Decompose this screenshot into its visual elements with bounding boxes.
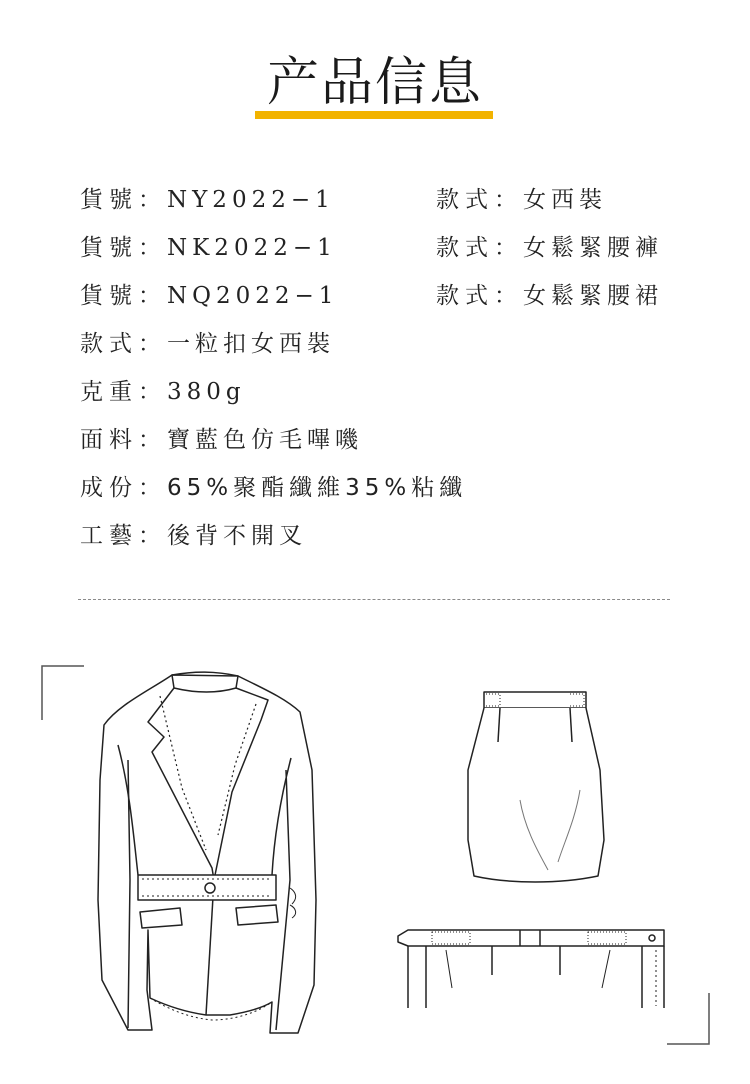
spec-value: 一粒扣女西裝 [167, 331, 335, 357]
spec-value: 寶藍色仿毛嗶嘰 [167, 427, 363, 453]
spec-row-composition [80, 473, 467, 503]
dashed-divider [78, 599, 670, 600]
spec-row-craft [80, 521, 307, 551]
jacket-sketch [98, 672, 316, 1033]
spec-row-weight [80, 377, 246, 407]
spec-label: 面料： [80, 427, 167, 453]
spec-value: 女西裝 [523, 187, 607, 213]
spec-label: 貨號： [80, 283, 167, 309]
spec-value: NK2022−1 [167, 235, 337, 261]
spec-label: 款式： [80, 331, 167, 357]
spec-label: 克重： [80, 379, 167, 405]
page-title: 产品信息 [266, 53, 483, 113]
skirt-sketch [468, 692, 604, 882]
spec-value: 65%聚酯纖維35%粘纖 [167, 475, 468, 501]
spec-row-item-no-1 [80, 185, 335, 215]
title-block [0, 52, 750, 122]
corner-bracket-bottom-right [667, 993, 709, 1044]
spec-label: 款式： [436, 235, 523, 261]
spec-label: 成份： [80, 475, 167, 501]
jacket-button [205, 883, 215, 893]
garment-sketches [0, 640, 750, 1084]
spec-row-fabric [80, 425, 363, 455]
spec-row-item-no-2 [80, 233, 337, 263]
spec-row-item-no-3 [80, 281, 338, 311]
spec-value: 女鬆緊腰裙 [523, 283, 663, 309]
spec-label: 貨號： [80, 235, 167, 261]
spec-row-style-skirt [436, 281, 663, 311]
spec-label: 工藝： [80, 523, 167, 549]
spec-label: 款式： [436, 283, 523, 309]
spec-label: 貨號： [80, 187, 167, 213]
spec-value: 後背不開叉 [167, 523, 307, 549]
spec-value: NY2022−1 [167, 187, 335, 213]
spec-value: NQ2022−1 [167, 283, 339, 309]
spec-row-style-pants [436, 233, 663, 263]
spec-value: 380g [167, 379, 246, 405]
spec-row-style-jacket [436, 185, 607, 215]
spec-row-style [80, 329, 335, 359]
pants-waistband-sketch [398, 930, 664, 1008]
spec-value: 女鬆緊腰褲 [523, 235, 663, 261]
spec-label: 款式： [436, 187, 523, 213]
corner-bracket-top-left [42, 666, 84, 720]
